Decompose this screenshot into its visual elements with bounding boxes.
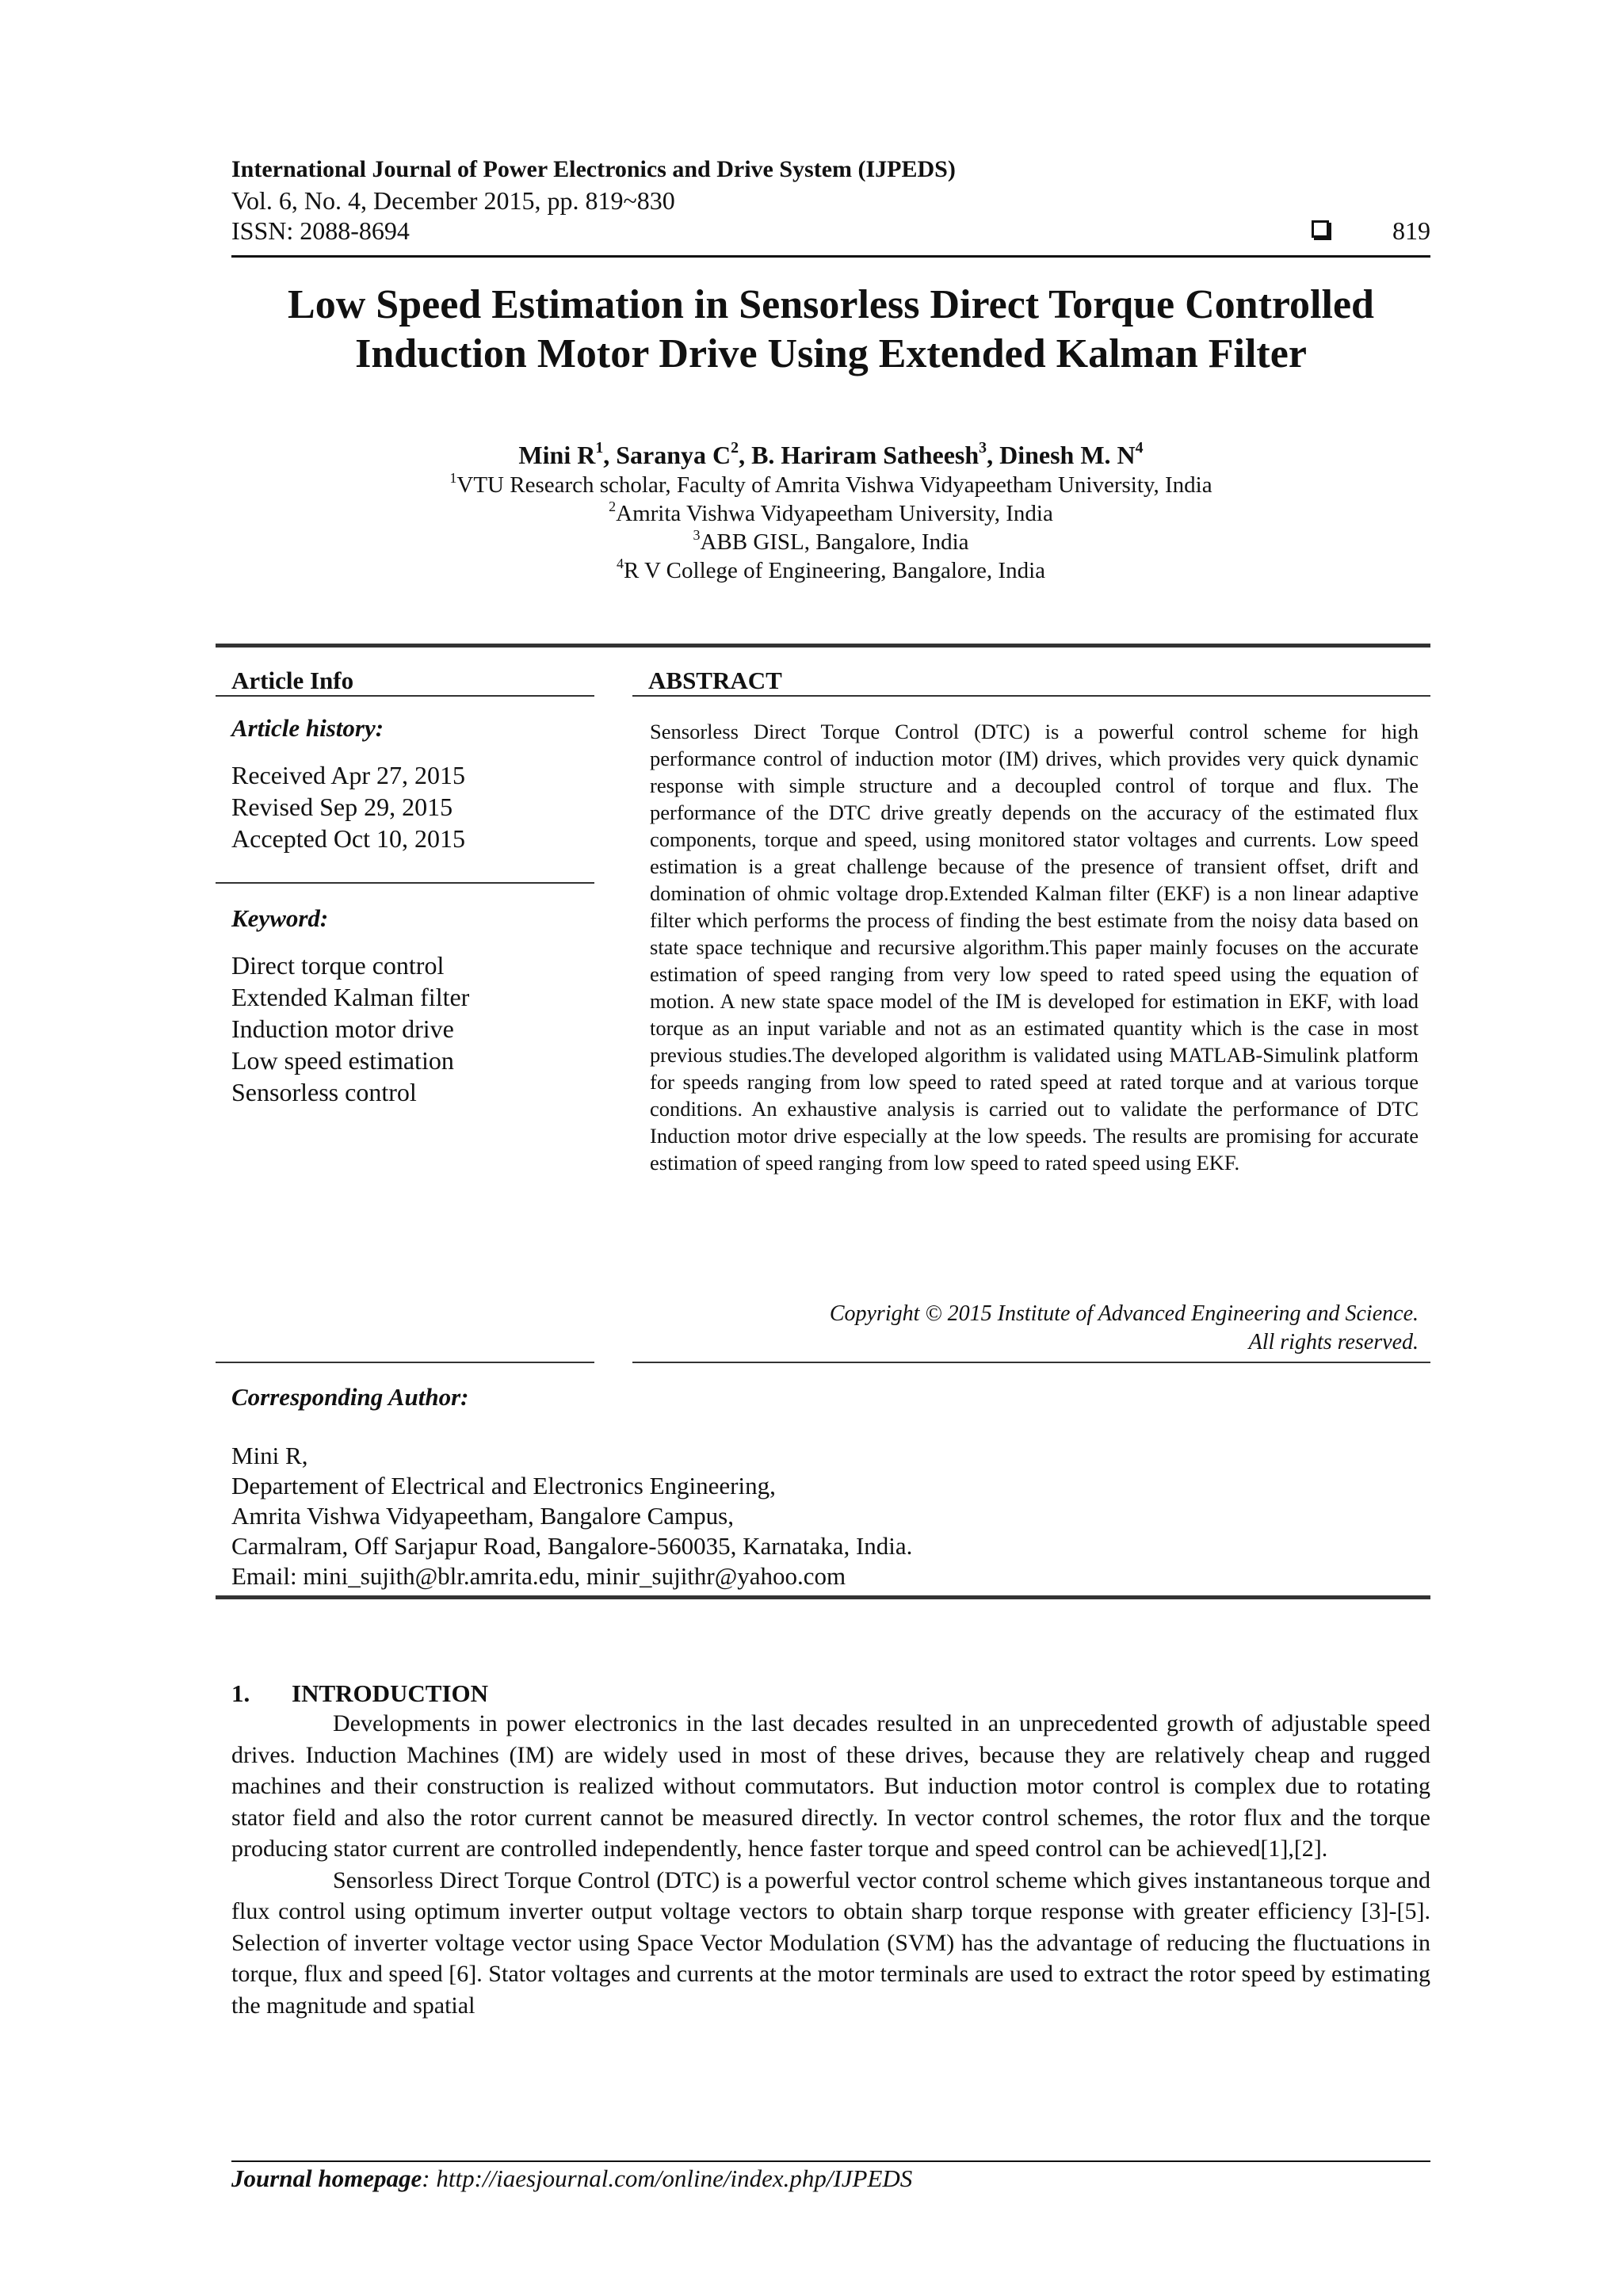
page-number: 819	[1392, 216, 1430, 245]
keyword-label: Keyword:	[231, 904, 329, 932]
affiliation	[231, 528, 1430, 556]
section-title: INTRODUCTION	[292, 1679, 489, 1707]
author-name: Mini R	[518, 441, 596, 469]
corresponding-line: Departement of Electrical and Electronics Engineering,	[231, 1472, 776, 1499]
journal-name: International Journal of Power Electronics and Drive System (IJPEDS)	[231, 156, 956, 182]
history-item: Revised Sep 29, 2015	[231, 793, 453, 821]
author-sup: 4	[1135, 439, 1144, 457]
corresponding-email: Email: mini_sujith@blr.amrita.edu, minir_sujithr@yahoo.com	[231, 1562, 846, 1590]
author-name: Saranya C	[616, 441, 731, 469]
article-history-list	[231, 759, 602, 854]
affiliation	[231, 556, 1430, 585]
article-history-label: Article history:	[231, 714, 384, 742]
keyword-item: Direct torque control	[231, 951, 445, 980]
square-bullet-icon	[1312, 220, 1329, 238]
affiliation-sup: 3	[693, 526, 701, 543]
keyword-bottom-rule	[216, 1362, 594, 1363]
paragraph: Developments in power electronics in the last decades resulted in an unprecedented growth of adjustable speed drives. Induction Machines (IM) are widely used in most of these drives, because they are relatively cheap and rugged machines and their construction is realized without commutators. But induction motor control is complex due to rotating stator field and also the rotor current cannot be measured directly. In vector control schemes, the rotor flux and the torque producing stator current are controlled independently, hence faster torque and speed control can be achieved[1],[2].	[231, 1710, 1430, 1862]
corresponding-line: Amrita Vishwa Vidyapeetham, Bangalore Campus,	[231, 1502, 734, 1530]
history-item: Received Apr 27, 2015	[231, 761, 466, 789]
author-sup: 1	[595, 439, 604, 457]
affiliation-list	[231, 471, 1430, 585]
copyright-line-2: All rights reserved.	[1248, 1330, 1419, 1354]
corresponding-line: Mini R,	[231, 1442, 308, 1469]
journal-homepage	[231, 2164, 912, 2194]
homepage-url[interactable]: : http://iaesjournal.com/online/index.php/IJPEDS	[422, 2164, 913, 2192]
copyright-notice	[650, 1300, 1419, 1357]
keyword-item: Extended Kalman filter	[231, 983, 470, 1011]
corresponding-author-label: Corresponding Author:	[231, 1383, 469, 1411]
abstract-text: Sensorless Direct Torque Control (DTC) is a powerful control scheme for high performance control of induction motor (IM) drives, which provides very quick dynamic response with simple structure and a decoupled control of torque and flux. The performance of the DTC drive greatly depends on the accuracy of the estimated flux components, torque and speed, using monitored stator voltages and currents. Low speed estimation is a great challenge because of the presence of transient offset, drift and domination of ohmic voltage drop.Extended Kalman filter (EKF) is a non linear adaptive filter which performs the process of finding the best estimate from the noisy data based on state space technique and recursive algorithm.This paper mainly focuses on the accurate estimation of speed ranging from very low speed to rated speed using the equation of motion. A new state space model of the IM is developed for estimation in EKF, with load torque as an input variable and not as an estimated quantity which is the case in most previous studies.The developed algorithm is validated using MATLAB-Simulink platform for speeds ranging from low speed to rated speed at rated torque and at various torque conditions. An exhaustive analysis is carried out to validate the performance of DTC Induction motor drive especially at the low speeds. The results are promising for accurate estimation of speed ranging from low speed to rated speed using EKF.	[650, 720, 1419, 1175]
footer-rule	[231, 2160, 1430, 2162]
affiliation-text: ABB GISL, Bangalore, India	[700, 529, 969, 555]
keyword-list	[231, 949, 602, 1108]
volume-info: Vol. 6, No. 4, December 2015, pp. 819~830	[231, 186, 675, 215]
title-line-1: Low Speed Estimation in Sensorless Direct Torque Controlled	[288, 282, 1374, 327]
copyright-line-1: Copyright © 2015 Institute of Advanced Engineering and Science.	[829, 1301, 1419, 1326]
introduction-heading	[231, 1679, 488, 1709]
abstract-body	[650, 718, 1419, 1176]
affiliation-sup: 1	[449, 469, 457, 486]
homepage-label: Journal homepage	[231, 2164, 422, 2192]
author-sup: 2	[731, 439, 739, 457]
author-name: B. Hariram Satheesh	[751, 441, 980, 469]
author-name: Dinesh M. N	[999, 441, 1136, 469]
paragraph: Sensorless Direct Torque Control (DTC) is a powerful vector control scheme which gives instantaneous torque and flux control using optimum inverter output voltage vectors to obtain sharp torque response with greater efficiency [3]-[5]. Selection of inverter voltage vector using Space Vector Modulation (SVM) has the advantage of reducing the fluctuations in torque, flux and speed [6]. Stator voltages and currents at the motor terminals are used to extract the rotor speed by estimating the magnitude and spatial	[231, 1866, 1430, 2019]
paper-title	[231, 281, 1430, 379]
corresponding-line: Carmalram, Off Sarjapur Road, Bangalore-560035, Karnataka, India.	[231, 1532, 913, 1560]
author-sup: 3	[979, 439, 987, 457]
abstract-heading: ABSTRACT	[648, 667, 782, 694]
keyword-item: Sensorless control	[231, 1078, 417, 1106]
affiliation	[231, 499, 1430, 528]
abstract-bottom-rule	[632, 1362, 1430, 1363]
affiliation-text: VTU Research scholar, Faculty of Amrita Vishwa Vidyapeetham University, India	[456, 472, 1212, 498]
title-line-2: Induction Motor Drive Using Extended Kalman Filter	[355, 331, 1307, 376]
article-info-heading: Article Info	[231, 667, 354, 694]
section-number: 1.	[231, 1679, 250, 1707]
info-box-bottom-rule	[216, 1595, 1430, 1599]
affiliation-text: R V College of Engineering, Bangalore, India	[623, 558, 1046, 583]
affiliation-text: Amrita Vishwa Vidyapeetham University, India	[616, 501, 1053, 526]
issn: ISSN: 2088-8694	[231, 216, 410, 245]
history-item: Accepted Oct 10, 2015	[231, 824, 466, 853]
author-list: Mini $R^1$, Saranya $C^2$, B. Hariram Satheesh$^3$, Dinesh M. $N^4$	[518, 439, 1144, 469]
history-keyword-rule	[216, 882, 594, 884]
affiliation-sup: 2	[609, 498, 617, 514]
keyword-item: Low speed estimation	[231, 1046, 454, 1075]
info-box-top-rule	[216, 644, 1430, 648]
header-rule	[231, 255, 1430, 258]
introduction-body	[231, 1708, 1430, 2021]
corresponding-author-details	[231, 1441, 912, 1591]
affiliation	[231, 471, 1430, 499]
keyword-item: Induction motor drive	[231, 1014, 454, 1043]
affiliation-sup: 4	[616, 555, 624, 571]
